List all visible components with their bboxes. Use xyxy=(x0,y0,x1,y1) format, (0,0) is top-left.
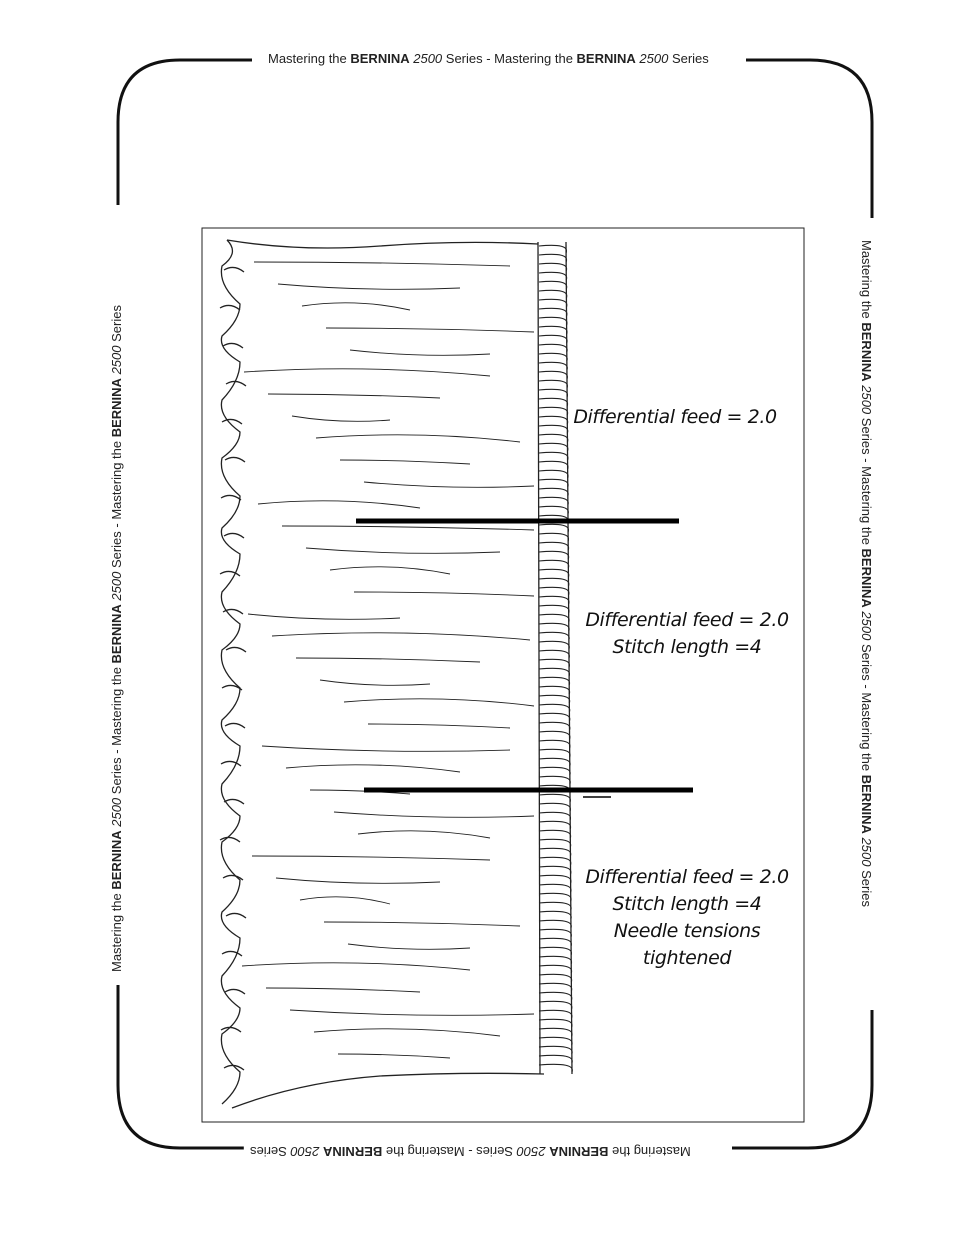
overlock-stitch xyxy=(539,308,567,316)
band-segment: Series - Mastering the xyxy=(442,51,577,66)
overlock-stitch xyxy=(539,533,569,541)
band-segment: BERNINA xyxy=(109,378,124,438)
label-line: Differential feed = 2.0 xyxy=(573,406,777,428)
overlock-stitch xyxy=(539,920,571,928)
overlock-stitch xyxy=(539,524,568,532)
label-line: Stitch length =4 xyxy=(612,636,762,658)
band-segment: BERNINA xyxy=(350,51,410,66)
ruffle-curl xyxy=(220,305,240,310)
overlock-stitch xyxy=(539,794,570,802)
band-segment xyxy=(546,1144,550,1159)
overlock-stitch xyxy=(539,731,570,739)
overlock-stitch xyxy=(539,272,567,280)
overlock-stitch xyxy=(539,290,567,298)
overlock-stitch xyxy=(539,1055,572,1063)
ruffle-curl xyxy=(224,533,244,538)
ruffle-curl xyxy=(224,1065,244,1070)
overlock-stitch xyxy=(539,803,570,811)
ruffle-curl xyxy=(221,1027,241,1032)
overlock-stitch xyxy=(539,488,568,496)
label-line: Differential feed = 2.0 xyxy=(585,866,789,888)
fabric-top-edge xyxy=(227,240,538,248)
overlock-stitch xyxy=(539,659,569,667)
ruffle-curl xyxy=(222,951,242,956)
gather-line xyxy=(344,699,534,706)
gather-line xyxy=(248,614,400,619)
overlock-stitch xyxy=(539,344,567,352)
ruffle-curl xyxy=(220,571,240,576)
fabric-bottom-edge xyxy=(232,1073,544,1108)
overlock-stitch xyxy=(539,452,568,460)
gather-line xyxy=(340,460,470,464)
label-line: Differential feed = 2.0 xyxy=(585,609,789,631)
overlock-stitch xyxy=(539,389,568,397)
overlock-stitch xyxy=(539,1019,572,1027)
band-segment: Series - Mastering the xyxy=(382,1144,517,1159)
band-segment: BERNINA xyxy=(109,830,124,890)
gather-line xyxy=(278,284,460,289)
gather-line xyxy=(286,765,460,772)
overlock-stitch xyxy=(539,884,571,892)
overlock-stitch xyxy=(539,245,566,253)
ruffle-curl xyxy=(221,761,241,766)
gather-line xyxy=(316,435,520,442)
ruffle-curl xyxy=(225,457,245,462)
gather-line xyxy=(282,526,534,530)
gather-line xyxy=(300,897,390,904)
overlock-stitch xyxy=(539,254,567,262)
footer-band xyxy=(244,1143,697,1159)
overlock-stitch xyxy=(539,695,570,703)
band-segment: Series - Mastering the xyxy=(109,663,124,798)
ruffle-curl xyxy=(221,495,241,500)
section-label-1 xyxy=(560,404,790,431)
ruffled-fabric-drawing xyxy=(220,240,572,1108)
gather-line xyxy=(354,592,534,596)
band-segment: Mastering the xyxy=(268,51,351,66)
overlock-stitch xyxy=(539,830,571,838)
gather-line xyxy=(368,724,510,728)
band-segment: Series xyxy=(668,51,709,66)
overlock-stitch xyxy=(539,821,571,829)
ruffle-curl xyxy=(225,723,245,728)
overlock-stitch xyxy=(539,650,569,658)
ruffle-curl xyxy=(222,419,242,424)
overlock-stitch xyxy=(539,1028,572,1036)
ruffle-curl xyxy=(226,647,246,652)
ruffle-curl xyxy=(226,381,246,386)
overlock-stitch xyxy=(539,677,570,685)
gather-line xyxy=(262,746,510,751)
overlock-stitch xyxy=(539,470,568,478)
overlock-stitch xyxy=(539,434,568,442)
overlock-stitch xyxy=(539,866,571,874)
overlock-stitch xyxy=(539,1064,572,1072)
ruffle-curl xyxy=(226,913,246,918)
band-segment: 2500 xyxy=(859,385,874,415)
overlock-stitch xyxy=(539,632,569,640)
header-band xyxy=(262,51,715,67)
band-segment: Series - Mastering the xyxy=(859,640,874,775)
overlock-stitch xyxy=(539,956,572,964)
overlock-stitch xyxy=(539,983,572,991)
gather-line xyxy=(330,567,450,574)
gather-line xyxy=(276,878,440,883)
overlock-stitch xyxy=(539,965,572,973)
band-segment: BERNINA xyxy=(859,322,874,382)
band-segment: BERNINA xyxy=(576,51,636,66)
band-segment: Series xyxy=(109,305,124,346)
band-segment xyxy=(109,374,124,378)
band-segment: BERNINA xyxy=(323,1144,383,1159)
overlock-stitch xyxy=(539,758,570,766)
overlock-stitch xyxy=(539,686,570,694)
gather-line xyxy=(320,680,430,685)
band-segment: 2500 xyxy=(109,571,124,601)
gather-line xyxy=(350,350,490,355)
gather-line xyxy=(326,328,534,332)
gather-line xyxy=(306,548,500,553)
overlock-stitch xyxy=(539,767,570,775)
overlock-stitch xyxy=(539,326,567,334)
overlock-stitch xyxy=(539,362,567,370)
overlock-stitch xyxy=(539,461,568,469)
label-line: Needle tensions xyxy=(613,920,761,942)
gather-line xyxy=(292,416,390,421)
band-segment: BERNINA xyxy=(549,1144,609,1159)
band-segment: Series xyxy=(859,866,874,907)
gather-line xyxy=(324,922,520,926)
fabric-ruffled-edge xyxy=(221,240,240,1104)
overlock-stitch xyxy=(539,857,571,865)
overlock-stitch xyxy=(539,875,571,883)
label-line: tightened xyxy=(642,947,732,969)
overlock-stitch xyxy=(539,848,571,856)
overlock-stitch xyxy=(539,353,567,361)
overlock-stitch xyxy=(539,443,568,451)
overlock-stitch xyxy=(539,1001,572,1009)
overlock-stitch xyxy=(539,587,569,595)
band-segment: 2500 xyxy=(859,837,874,867)
overlock-stitch xyxy=(539,542,569,550)
band-segment: Mastering the xyxy=(109,889,124,972)
band-segment: Mastering the xyxy=(859,240,874,323)
gather-line xyxy=(334,812,534,817)
gather-line xyxy=(268,394,440,398)
frame-border xyxy=(118,60,872,1148)
overlock-stitch xyxy=(539,929,571,937)
band-segment: Series - Mastering the xyxy=(109,437,124,572)
ruffle-curl xyxy=(225,989,245,994)
overlock-stitch xyxy=(539,947,571,955)
overlock-stitch xyxy=(539,371,567,379)
overlock-stitch xyxy=(539,623,569,631)
band-segment: Series - Mastering the xyxy=(859,414,874,549)
ruffle-curl xyxy=(224,267,244,272)
overlock-stitch xyxy=(539,749,570,757)
band-segment: Series xyxy=(250,1144,291,1159)
overlock-stitch xyxy=(539,569,569,577)
band-segment: 2500 xyxy=(516,1144,546,1159)
overlock-stitch xyxy=(539,893,571,901)
overlock-stitch xyxy=(539,380,567,388)
overlock-stitch xyxy=(539,1037,572,1045)
overlock-stitch xyxy=(539,704,570,712)
overlock-stitch xyxy=(539,506,568,514)
seam-left-rail xyxy=(538,242,540,1074)
overlock-stitch xyxy=(539,551,569,559)
overlock-stitch xyxy=(539,1046,572,1054)
gather-line xyxy=(266,988,420,992)
band-segment: 2500 xyxy=(109,797,124,827)
overlock-stitch xyxy=(539,641,569,649)
gather-line xyxy=(252,856,490,860)
band-segment xyxy=(319,1144,323,1159)
overlock-stitch xyxy=(539,911,571,919)
gather-line xyxy=(290,1010,534,1015)
overlock-stitch xyxy=(539,839,571,847)
band-segment: 2500 xyxy=(413,51,443,66)
overlock-stitch xyxy=(539,722,570,730)
ruffle-curl xyxy=(222,685,242,690)
section-label-2 xyxy=(572,607,802,661)
gather-line xyxy=(258,501,420,508)
overlock-stitch xyxy=(539,596,569,604)
gather-line xyxy=(338,1054,450,1058)
overlock-stitch xyxy=(539,281,567,289)
band-segment: 2500 xyxy=(290,1144,320,1159)
section-label-3 xyxy=(572,864,802,972)
gather-line xyxy=(314,1029,500,1036)
overlock-stitch xyxy=(539,317,567,325)
overlock-stitch xyxy=(539,605,569,613)
ruffle-curl xyxy=(223,343,243,348)
overlock-stitch xyxy=(539,902,571,910)
overlock-stitch xyxy=(539,668,569,676)
overlock-stitch xyxy=(539,740,570,748)
band-segment: 2500 xyxy=(109,345,124,375)
overlock-stitch xyxy=(539,1010,572,1018)
label-line: Stitch length =4 xyxy=(612,893,762,915)
gather-line xyxy=(254,262,510,266)
gather-line xyxy=(364,482,534,487)
band-segment: 2500 xyxy=(639,51,669,66)
band-segment xyxy=(109,827,124,831)
overlock-stitch xyxy=(539,776,570,784)
gather-line xyxy=(296,658,480,662)
overlock-stitch xyxy=(539,497,568,505)
overlock-stitch xyxy=(539,713,570,721)
band-segment: BERNINA xyxy=(859,774,874,834)
band-segment: BERNINA xyxy=(109,604,124,664)
ruffle-curl xyxy=(223,609,243,614)
overlock-stitch xyxy=(539,263,567,271)
gather-line xyxy=(272,633,530,640)
band-segment: 2500 xyxy=(859,611,874,641)
gather-line xyxy=(358,831,490,838)
band-segment: BERNINA xyxy=(859,548,874,608)
overlock-stitch xyxy=(539,992,572,1000)
gather-line xyxy=(244,369,490,376)
overlock-stitch xyxy=(539,578,569,586)
overlock-stitch xyxy=(539,560,569,568)
overlock-stitch xyxy=(539,974,572,982)
band-segment: Mastering the xyxy=(608,1144,691,1159)
gather-line xyxy=(242,963,470,970)
overlock-stitch xyxy=(539,938,571,946)
overlock-stitch xyxy=(539,335,567,343)
band-segment xyxy=(109,601,124,605)
overlock-stitch xyxy=(539,299,567,307)
overlock-stitch xyxy=(539,614,569,622)
overlock-stitch xyxy=(539,479,568,487)
gather-line xyxy=(302,303,410,310)
overlock-stitch xyxy=(539,812,571,820)
gather-line xyxy=(348,944,470,949)
